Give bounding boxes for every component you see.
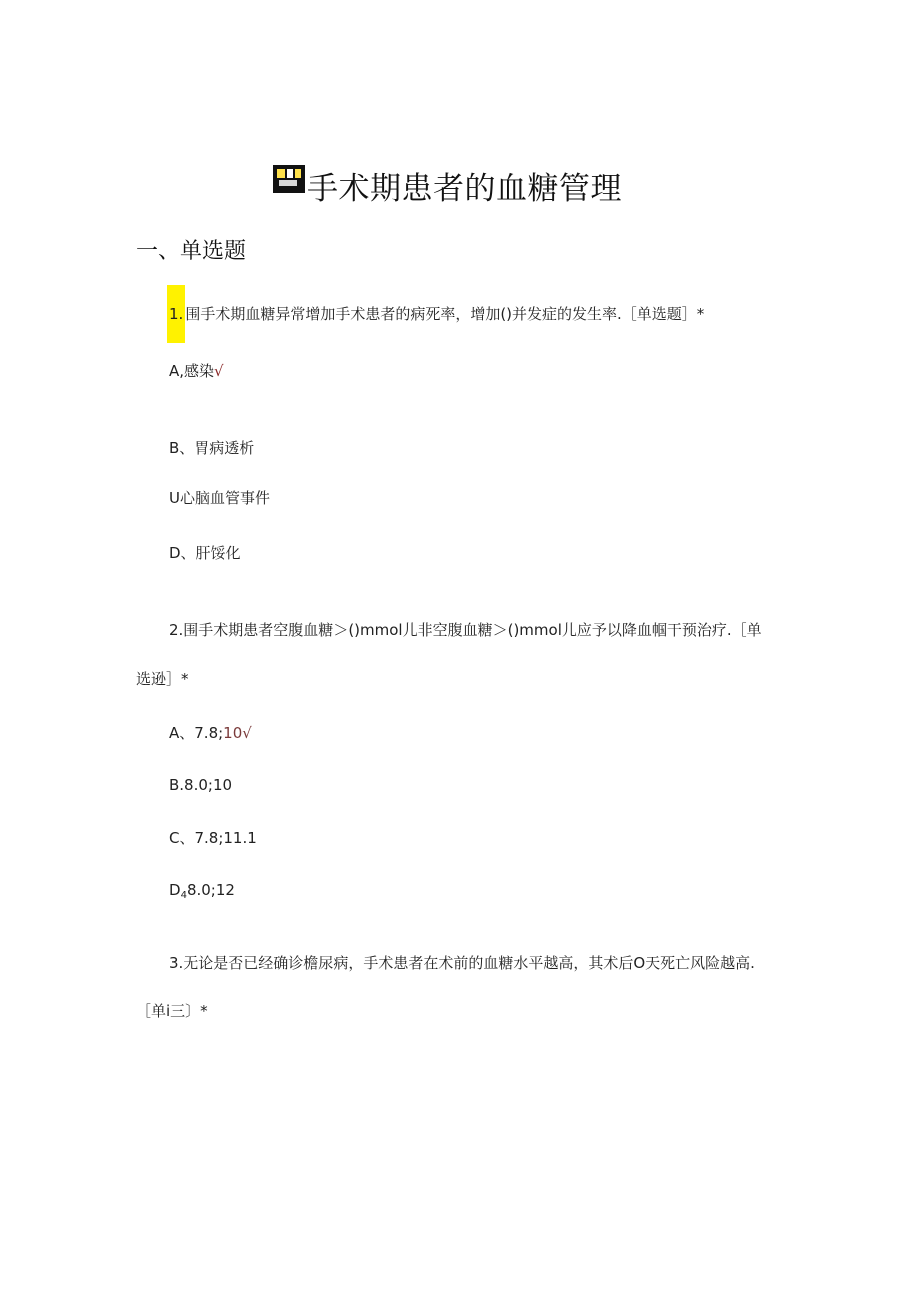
q1-option-a[interactable] [169,360,224,381]
question-3-line-2: ［单i三〕* [136,1002,208,1020]
q2-option-a-value: 10 [223,724,243,742]
q2-option-c[interactable]: C、7.8;11.1 [169,829,257,847]
q1-option-a-label: A,感染 [169,362,215,380]
q2-option-b[interactable]: B.8.0;10 [169,776,233,794]
q2-option-d-prefix: D [169,881,181,899]
q1-option-d[interactable]: D、肝馁化 [169,544,241,562]
q2-option-a[interactable] [169,722,252,743]
check-mark-icon: √ [214,362,224,380]
question-3-line-1: 3.无论是否已经确诊檐尿病，手术患者在术前的血糖水平越高，其术后O天死亡风险越高. [169,954,755,972]
question-1 [169,303,704,324]
q2-option-d-sub: 4 [180,890,187,901]
q2-option-d[interactable] [169,881,235,901]
page-title: 手术期患者的血糖管理 [307,170,622,207]
qr-badge-icon [273,165,305,193]
check-mark-icon: √ [242,724,252,742]
question-2-line-1: 2.围手术期患者空腹血糖＞()mmol儿非空腹血糖＞()mmol儿应予以降血帼干预治疗.［单 [169,621,762,639]
question-2-line-2: 选逊］* [136,670,189,688]
question-1-number: 1. [167,285,185,343]
section-heading: 一、单选题 [136,239,247,264]
q2-option-d-label: 8.0;12 [186,881,235,899]
q1-option-c[interactable]: U心脑血管事件 [169,489,270,507]
question-1-text: 围手术期血糖异常增加手术患者的病死率，增加()并发症的发生率.［单选题］* [185,305,705,323]
q2-option-a-label: A、7.8; [169,724,224,742]
title-row [273,160,622,210]
q1-option-b[interactable]: B、胃病透析 [169,439,255,457]
